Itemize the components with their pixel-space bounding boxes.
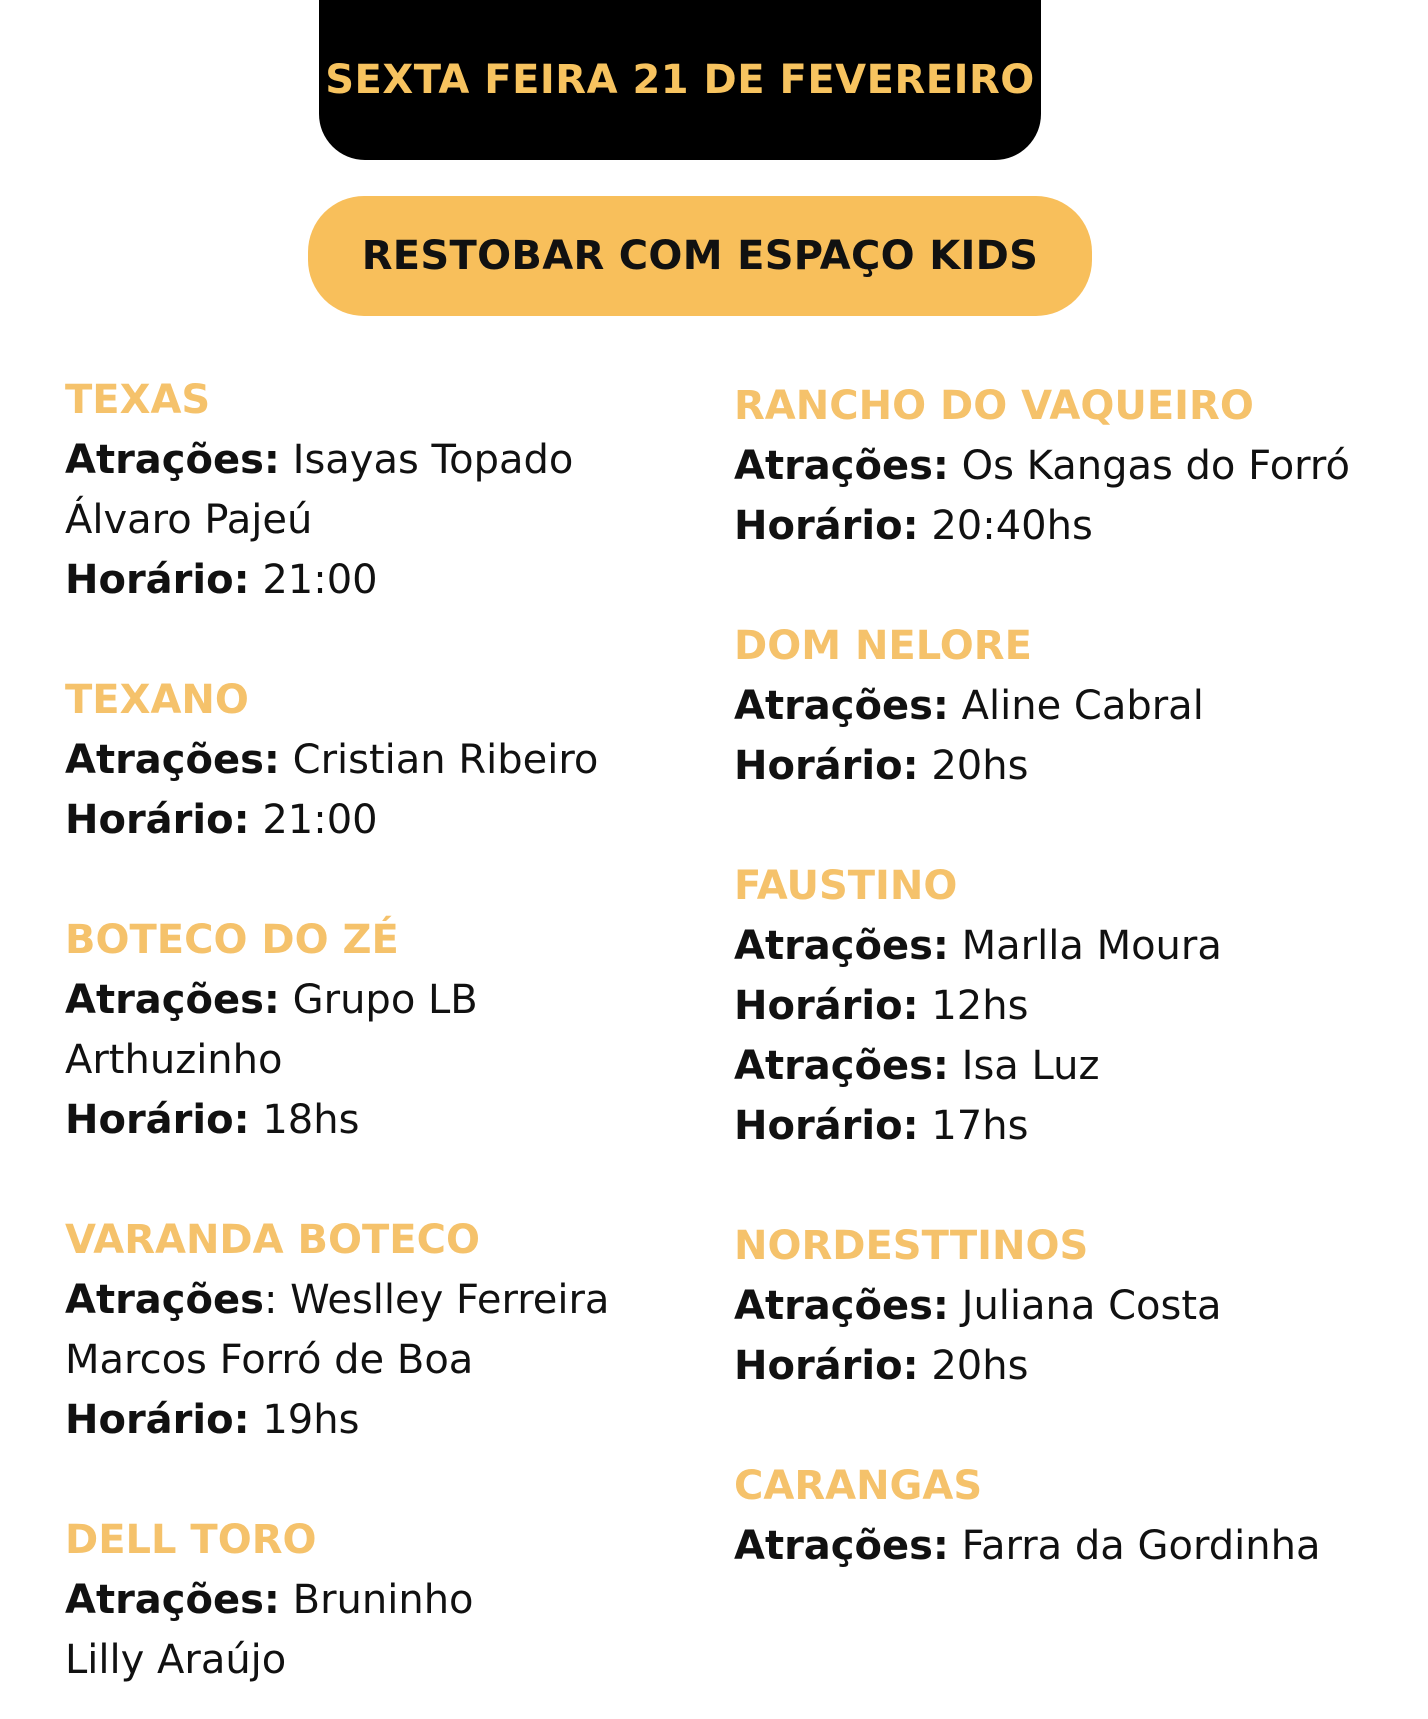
time-label: Horário: [65, 557, 250, 603]
time-value: 17hs [931, 1103, 1029, 1149]
attractions-value: Os Kangas do Forró [961, 443, 1350, 489]
venue-carangas [734, 1456, 1414, 1576]
attractions-label: Atrações: [65, 437, 280, 483]
time-value: 19hs [262, 1397, 360, 1443]
attractions-line [734, 916, 1414, 976]
attractions-value: Farra da Gordinha [961, 1523, 1321, 1569]
venue-name: DOM NELORE [734, 623, 1032, 669]
time-line [65, 550, 705, 610]
attractions-value: Aline Cabral [961, 683, 1204, 729]
attractions-value: Bruninho [292, 1577, 474, 1623]
venue-nordesttinos [734, 1216, 1414, 1396]
attractions-value: Grupo LB [292, 977, 478, 1023]
attractions-extra: Álvaro Pajeú [65, 497, 313, 543]
attractions-label: Atrações: [65, 1577, 280, 1623]
attractions-line [65, 1570, 705, 1630]
time-value: 20hs [931, 743, 1029, 789]
venue-name: BOTECO DO ZÉ [65, 917, 399, 963]
attractions-line [65, 430, 705, 490]
colon: : [263, 1277, 278, 1323]
time-line-2 [734, 1096, 1414, 1156]
venue-varanda-boteco [65, 1210, 705, 1450]
header-banner [319, 0, 1041, 160]
attractions-label: Atrações [65, 1277, 264, 1323]
attractions-value: Marlla Moura [961, 923, 1222, 969]
right-column [734, 376, 1414, 1576]
time-label: Horário: [734, 503, 919, 549]
time-value: 21:00 [262, 797, 378, 843]
attractions-label: Atrações: [734, 443, 949, 489]
left-column [65, 370, 705, 1690]
attractions-label: Atrações: [734, 1043, 949, 1089]
venue-name: RANCHO DO VAQUEIRO [734, 383, 1254, 429]
venue-rancho-do-vaqueiro [734, 376, 1414, 556]
attractions-line [65, 730, 705, 790]
attractions-line [734, 676, 1414, 736]
time-line [734, 736, 1414, 796]
time-line [734, 976, 1414, 1036]
time-value: 12hs [931, 983, 1029, 1029]
venue-name: NORDESTTINOS [734, 1223, 1089, 1269]
attractions-line [734, 1516, 1414, 1576]
attractions-extra: Lilly Araújo [65, 1637, 287, 1683]
venue-boteco-do-ze [65, 910, 705, 1150]
time-line [734, 496, 1414, 556]
time-label: Horário: [65, 1097, 250, 1143]
attractions-label: Atrações: [734, 683, 949, 729]
attractions-line-2 [734, 1036, 1414, 1096]
attractions-value: Cristian Ribeiro [292, 737, 599, 783]
time-label: Horário: [734, 743, 919, 789]
time-label: Horário: [65, 1397, 250, 1443]
venue-faustino [734, 856, 1414, 1156]
time-line [734, 1336, 1414, 1396]
venue-texano [65, 670, 705, 850]
time-line [65, 790, 705, 850]
venue-texas [65, 370, 705, 610]
attractions-extra: Marcos Forró de Boa [65, 1337, 474, 1383]
time-value: 20hs [931, 1343, 1029, 1389]
attractions-line [734, 1276, 1414, 1336]
attractions-line [734, 436, 1414, 496]
time-line [65, 1090, 705, 1150]
time-value: 18hs [262, 1097, 360, 1143]
attractions-value: Juliana Costa [961, 1283, 1222, 1329]
venue-name: TEXANO [65, 677, 249, 723]
time-label: Horário: [65, 797, 250, 843]
venue-name: VARANDA BOTECO [65, 1217, 480, 1263]
attractions-extra: Arthuzinho [65, 1037, 283, 1083]
venue-name: FAUSTINO [734, 863, 958, 909]
attractions-label: Atrações: [65, 977, 280, 1023]
venue-name: CARANGAS [734, 1463, 983, 1509]
attractions-value: Isa Luz [961, 1043, 1100, 1089]
attractions-label: Atrações: [734, 1523, 949, 1569]
subtitle-banner [308, 196, 1092, 316]
attractions-value: Isayas Topado [292, 437, 574, 483]
time-label: Horário: [734, 1343, 919, 1389]
page-subtitle: RESTOBAR COM ESPAÇO KIDS [361, 233, 1039, 279]
venue-dell-toro [65, 1510, 705, 1690]
attractions-line [65, 1270, 705, 1330]
attractions-label: Atrações: [734, 923, 949, 969]
time-line [65, 1390, 705, 1450]
time-value: 21:00 [262, 557, 378, 603]
venue-name: TEXAS [65, 377, 211, 423]
attractions-line [65, 970, 705, 1030]
time-label: Horário: [734, 983, 919, 1029]
venue-name: DELL TORO [65, 1517, 317, 1563]
attractions-value: Weslley Ferreira [290, 1277, 610, 1323]
attractions-label: Atrações: [65, 737, 280, 783]
time-value: 20:40hs [931, 503, 1093, 549]
attractions-label: Atrações: [734, 1283, 949, 1329]
time-label: Horário: [734, 1103, 919, 1149]
page-title: SEXTA FEIRA 21 DE FEVEREIRO [325, 57, 1035, 103]
venue-dom-nelore [734, 616, 1414, 796]
